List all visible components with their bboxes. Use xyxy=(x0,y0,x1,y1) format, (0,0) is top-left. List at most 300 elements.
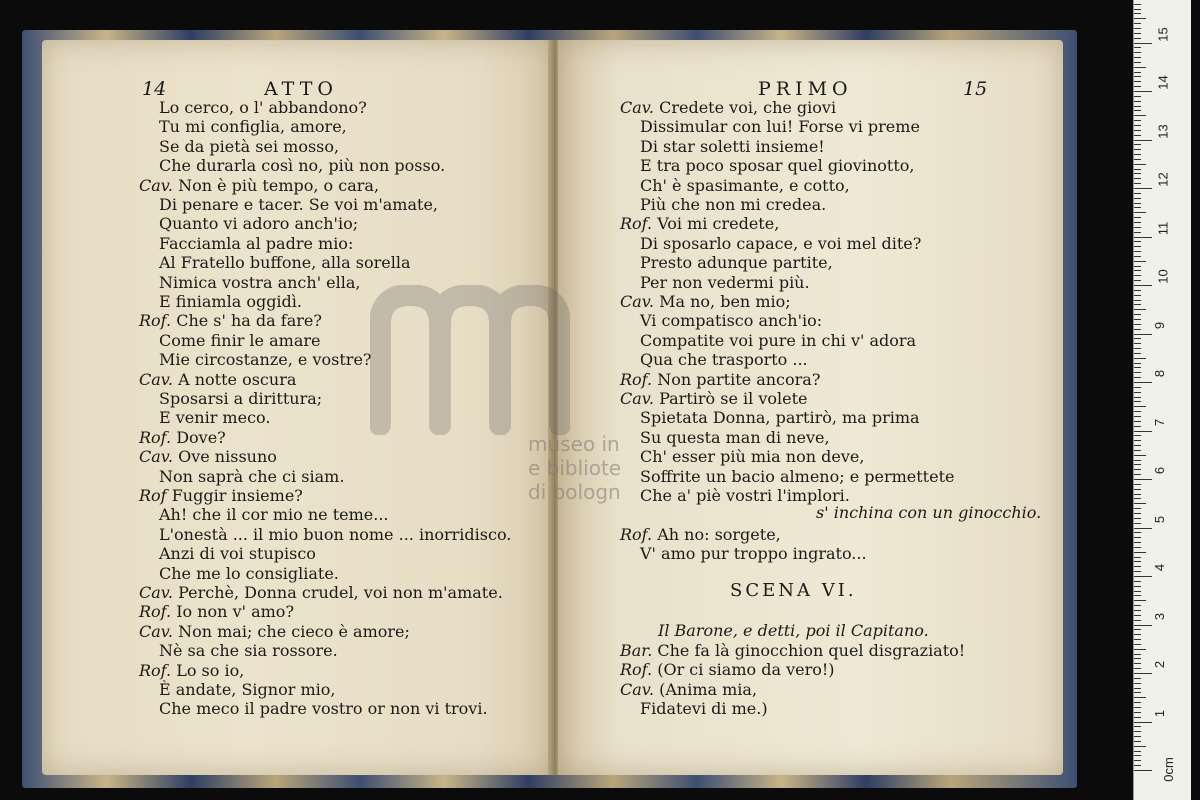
verse-text: Spietata Donna, partirò, ma prima xyxy=(640,408,920,428)
ruler-tick xyxy=(1134,285,1152,286)
ruler-tick xyxy=(1134,338,1141,339)
right-page-number: 15 xyxy=(963,78,988,100)
right-page-line xyxy=(620,680,757,699)
left-page-line xyxy=(139,583,503,602)
verse-text: Facciamla al padre mio: xyxy=(159,233,354,253)
scene-title: SCENA VI. xyxy=(730,580,857,601)
ruler-number: 3 xyxy=(1152,612,1168,620)
verse-text: Soffrite un bacio almeno; e permettete xyxy=(640,466,955,486)
verse-text: Se da pietà sei mosso, xyxy=(159,136,340,156)
ruler-tick xyxy=(1134,52,1141,53)
speaker-name: Rof. xyxy=(620,369,658,389)
right-page-line xyxy=(640,117,920,136)
ruler-tick xyxy=(1134,86,1141,87)
ruler-tick xyxy=(1134,552,1146,553)
ruler-tick xyxy=(1134,154,1141,155)
ruler-tick xyxy=(1134,557,1141,558)
left-page-line xyxy=(159,525,511,544)
ruler-tick xyxy=(1134,654,1141,655)
ruler-tick xyxy=(1134,731,1141,732)
right-page-line xyxy=(620,641,965,660)
ruler-tick xyxy=(1134,532,1141,533)
right-page-line xyxy=(620,389,807,408)
ruler-tick xyxy=(1134,736,1141,737)
right-page-line xyxy=(620,98,836,117)
ruler-tick xyxy=(1134,571,1141,572)
speaker-name: Cav. xyxy=(139,447,179,467)
ruler-number: 13 xyxy=(1155,123,1171,139)
ruler-tick xyxy=(1134,455,1146,456)
ruler-tick xyxy=(1134,261,1146,262)
verse-text: Al Fratello buffone, alla sorella xyxy=(159,253,411,273)
ruler-tick xyxy=(1134,726,1141,727)
speaker-name: Cav. xyxy=(139,369,179,389)
left-page-number: 14 xyxy=(142,78,167,100)
ruler-tick xyxy=(1134,460,1141,461)
ruler-tick xyxy=(1134,382,1152,383)
right-page-line xyxy=(640,311,822,330)
left-page-line xyxy=(159,505,389,524)
ruler-tick xyxy=(1134,547,1141,548)
verse-text: Nimica vostra anch' ella, xyxy=(159,272,361,292)
ruler-tick xyxy=(1134,38,1141,39)
right-page-line xyxy=(640,195,826,214)
verse-text: Ove nissuno xyxy=(178,447,277,467)
ruler-tick xyxy=(1134,498,1141,499)
verse-text: Di sposarlo capace, e voi mel dite? xyxy=(640,233,922,253)
ruler-number: 1 xyxy=(1152,709,1168,717)
verse-text: Che fa là ginocchion quel disgraziato! xyxy=(657,641,966,660)
ruler-tick xyxy=(1134,688,1141,689)
ruler-tick xyxy=(1134,746,1146,747)
ruler-tick xyxy=(1134,43,1152,44)
ruler-tick xyxy=(1134,372,1141,373)
left-page-line xyxy=(159,331,320,350)
ruler-tick xyxy=(1134,149,1141,150)
verse-text: E venir meco. xyxy=(159,408,271,428)
ruler-number: 14 xyxy=(1155,75,1171,90)
ruler-number: 15 xyxy=(1155,26,1171,42)
verse-text: Non è più tempo, o cara, xyxy=(178,175,380,195)
left-page-line xyxy=(159,641,338,660)
ruler-tick xyxy=(1134,343,1141,344)
verse-text: Fuggir insieme? xyxy=(171,486,303,505)
ruler-tick xyxy=(1134,125,1141,126)
verse-text: Perchè, Donna crudel, voi non m'amate. xyxy=(178,583,503,602)
ruler-tick xyxy=(1134,450,1141,451)
ruler-tick xyxy=(1134,489,1141,490)
ruler-tick xyxy=(1134,683,1141,684)
right-page-line xyxy=(640,331,916,350)
verse-text: (Or ci siamo da vero!) xyxy=(657,660,835,680)
left-page-line xyxy=(159,117,347,136)
ruler-tick xyxy=(1134,76,1141,77)
ruler-tick xyxy=(1134,178,1141,179)
ruler-tick xyxy=(1134,707,1141,708)
ruler-tick xyxy=(1134,173,1141,174)
ruler-tick xyxy=(1134,658,1141,659)
verse-text: E tra poco sposar quel giovinotto, xyxy=(640,156,915,176)
ruler-number: 5 xyxy=(1152,515,1168,523)
ruler-tick xyxy=(1134,760,1141,761)
right-page-line xyxy=(640,447,864,466)
ruler-tick xyxy=(1134,91,1152,92)
ruler-number: 11 xyxy=(1155,221,1171,235)
left-page-line xyxy=(139,370,296,389)
verse-text: Tu mi configlia, amore, xyxy=(159,117,347,137)
ruler-tick xyxy=(1134,722,1152,723)
ruler-tick xyxy=(1134,668,1141,669)
verse-text: Di star soletti insieme! xyxy=(640,136,825,156)
left-running-head: ATTO xyxy=(264,78,338,100)
right-page-line xyxy=(620,370,820,389)
verse-text: È andate, Signor mio, xyxy=(159,680,336,699)
ruler-tick xyxy=(1134,406,1146,407)
ruler-tick xyxy=(1134,751,1141,752)
ruler-tick xyxy=(1134,115,1146,116)
verse-text: Anzi di voi stupisco xyxy=(159,544,316,564)
ruler-tick xyxy=(1134,440,1141,441)
speaker-name: Cav. xyxy=(620,98,660,117)
ruler-tick xyxy=(1134,33,1141,34)
verse-text: E finiamla oggidì. xyxy=(159,292,302,311)
right-page-line xyxy=(620,214,779,233)
right-page-line xyxy=(640,176,850,195)
ruler-unit-label: 0cm xyxy=(1160,757,1176,782)
ruler-tick xyxy=(1134,363,1141,364)
ruler-tick xyxy=(1134,358,1146,359)
ruler-tick xyxy=(1134,348,1141,349)
ruler-tick xyxy=(1134,537,1141,538)
verse-text: Che me lo consigliate. xyxy=(159,563,339,583)
verse-text: Credete voi, che giovi xyxy=(659,98,837,117)
ruler-number: 8 xyxy=(1152,369,1168,378)
ruler-number: 10 xyxy=(1155,269,1171,284)
ruler-tick xyxy=(1134,397,1141,398)
ruler-tick xyxy=(1134,217,1141,218)
right-page-line xyxy=(620,292,791,311)
ruler-tick xyxy=(1134,581,1141,582)
speaker-name: Bar. xyxy=(620,641,658,660)
ruler-tick xyxy=(1134,503,1146,504)
ruler-tick xyxy=(1134,290,1141,291)
verse-text: Ah! che il cor mio ne teme... xyxy=(159,505,389,525)
left-page-line xyxy=(159,234,353,253)
verse-text: Vi compatisco anch'io: xyxy=(640,311,823,331)
ruler-tick xyxy=(1134,183,1141,184)
ruler-tick xyxy=(1134,304,1141,305)
ruler-tick xyxy=(1134,212,1146,213)
speaker-name: Rof. xyxy=(620,660,658,680)
left-page-line xyxy=(139,602,294,621)
ruler-tick xyxy=(1134,101,1141,102)
verse-text: (Anima mia, xyxy=(659,679,758,699)
ruler-tick xyxy=(1134,678,1141,679)
watermark-text-1: museo in xyxy=(528,432,620,456)
ruler-tick xyxy=(1134,464,1141,465)
ruler-number: 6 xyxy=(1152,466,1168,475)
watermark-text-2: e bibliote xyxy=(528,456,622,480)
verse-text: Sposarsi a dirittura; xyxy=(159,389,323,408)
left-page-line xyxy=(159,273,361,292)
ruler-tick xyxy=(1134,717,1141,718)
right-page-line xyxy=(640,467,954,486)
ruler-tick xyxy=(1134,164,1146,165)
right-page-line xyxy=(640,350,808,369)
verse-text: Lo cerco, o l' abbandono? xyxy=(159,98,367,117)
ruler-tick xyxy=(1134,334,1152,335)
stage-direction: s' inchina con un ginocchio. xyxy=(816,503,1042,522)
verse-text: Non mai; che cieco è amore; xyxy=(178,621,410,641)
ruler-tick xyxy=(1134,28,1141,29)
speaker-name: Rof. xyxy=(139,602,177,622)
ruler-tick xyxy=(1134,435,1141,436)
ruler-tick xyxy=(1134,615,1141,616)
verse-text: Lo so io, xyxy=(176,660,245,680)
ruler-tick xyxy=(1134,140,1152,141)
ruler-tick xyxy=(1134,411,1141,412)
speaker-name: Cav. xyxy=(139,175,179,195)
verse-text: Che durarla così no, più non posso. xyxy=(159,156,446,176)
verse-text: V' amo pur troppo ingrato... xyxy=(640,544,867,564)
left-page-line xyxy=(159,350,372,369)
ruler-tick xyxy=(1134,770,1152,771)
right-page-line xyxy=(640,544,867,563)
speaker-name: Cav. xyxy=(620,292,660,311)
left-page-line xyxy=(139,311,322,330)
left-page-line xyxy=(139,428,226,447)
verse-text: Che a' piè vostri l'implori. xyxy=(640,486,850,505)
verse-text: Quanto vi adoro anch'io; xyxy=(159,214,359,234)
ruler-tick xyxy=(1134,620,1141,621)
ruler-tick xyxy=(1134,275,1141,276)
ruler-tick xyxy=(1134,62,1141,63)
ruler-tick xyxy=(1134,324,1141,325)
right-page-line xyxy=(640,408,920,427)
ruler-tick xyxy=(1134,377,1141,378)
ruler-tick xyxy=(1134,169,1141,170)
right-page-line xyxy=(640,137,825,156)
speaker-name: Rof. xyxy=(620,525,658,544)
ruler-tick xyxy=(1134,392,1141,393)
right-page-line xyxy=(640,253,833,272)
speaker-name: Rof. xyxy=(139,311,177,331)
verse-text: Dove? xyxy=(176,427,226,447)
ruler-tick xyxy=(1134,135,1141,136)
right-running-head: PRIMO xyxy=(758,78,853,100)
left-page-line xyxy=(139,447,277,466)
ruler-tick xyxy=(1134,227,1141,228)
right-page-line xyxy=(640,273,810,292)
ruler-tick xyxy=(1134,280,1141,281)
verse-text: Non partite ancora? xyxy=(657,369,821,389)
ruler-tick xyxy=(1134,663,1141,664)
left-page-line xyxy=(159,699,488,718)
ruler-tick xyxy=(1134,353,1141,354)
left-page-line xyxy=(159,98,367,117)
ruler-tick xyxy=(1134,610,1141,611)
ruler-tick xyxy=(1134,431,1152,432)
ruler-tick xyxy=(1134,673,1152,674)
left-page-line xyxy=(159,389,322,408)
left-page-line xyxy=(159,156,445,175)
ruler-tick xyxy=(1134,639,1141,640)
ruler-tick xyxy=(1134,57,1141,58)
ruler-number: 12 xyxy=(1155,172,1171,187)
ruler-tick xyxy=(1134,600,1146,601)
ruler-tick xyxy=(1134,644,1141,645)
ruler-tick xyxy=(1134,523,1141,524)
ruler-tick xyxy=(1134,96,1141,97)
verse-text: Di penare e tacer. Se voi m'amate, xyxy=(159,195,438,214)
ruler-tick xyxy=(1134,625,1152,626)
ruler-tick xyxy=(1134,629,1141,630)
speaker-name: Cav. xyxy=(139,583,179,602)
ruler-tick xyxy=(1134,203,1141,204)
speaker-name: Cav. xyxy=(620,389,660,408)
verse-text: Su questa man di neve, xyxy=(640,427,830,447)
verse-text: Partirò se il volete xyxy=(659,389,808,408)
speaker-name: Rof. xyxy=(139,427,177,447)
left-page-line xyxy=(159,544,316,563)
speaker-name: Rof. xyxy=(139,660,177,680)
ruler-number: 9 xyxy=(1152,321,1168,329)
verse-text: Ah no: sorgete, xyxy=(657,525,781,544)
ruler-tick xyxy=(1134,232,1141,233)
ruler-tick xyxy=(1134,256,1141,257)
ruler-tick xyxy=(1134,246,1141,247)
ruler-tick xyxy=(1134,270,1141,271)
left-page-line xyxy=(139,176,379,195)
left-page-line xyxy=(159,292,302,311)
ruler-tick xyxy=(1134,586,1141,587)
ruler-tick xyxy=(1134,528,1152,529)
ruler-tick xyxy=(1134,47,1141,48)
ruler-tick xyxy=(1134,198,1141,199)
ruler-tick xyxy=(1134,445,1141,446)
verse-text: Nè sa che sia rossore. xyxy=(159,641,338,661)
ruler-tick xyxy=(1134,251,1141,252)
ruler-tick xyxy=(1134,591,1141,592)
left-page-line xyxy=(159,680,335,699)
ruler-tick xyxy=(1134,634,1141,635)
ruler-tick xyxy=(1134,741,1141,742)
ruler-number: 4 xyxy=(1152,563,1168,572)
verse-text: Compatite voi pure in chi v' adora xyxy=(640,330,917,350)
left-page-line xyxy=(159,408,270,427)
verse-text: A notte oscura xyxy=(178,369,297,389)
left-page-line xyxy=(159,214,358,233)
ruler-tick xyxy=(1134,4,1141,5)
verse-text: Qua che trasporto ... xyxy=(640,350,808,370)
ruler-tick xyxy=(1134,469,1141,470)
speaker-name: Cav. xyxy=(139,621,179,641)
verse-text: Ma no, ben mio; xyxy=(659,292,791,311)
right-page-line xyxy=(620,525,781,544)
ruler-tick xyxy=(1134,159,1141,160)
ruler-tick xyxy=(1134,18,1146,19)
right-page-line xyxy=(620,660,835,679)
ruler-tick xyxy=(1134,72,1141,73)
ruler-tick xyxy=(1134,566,1141,567)
ruler-tick xyxy=(1134,697,1146,698)
left-page-line xyxy=(159,564,339,583)
verse-text: Non saprà che ci siam. xyxy=(159,466,345,486)
ruler-tick xyxy=(1134,421,1141,422)
measuring-ruler xyxy=(1133,0,1191,800)
ruler-tick xyxy=(1134,300,1141,301)
ruler-tick xyxy=(1134,207,1141,208)
ruler-tick xyxy=(1134,110,1141,111)
ruler-tick xyxy=(1134,295,1141,296)
ruler-tick xyxy=(1134,314,1141,315)
speaker-name: Rof xyxy=(139,486,172,505)
verse-text: L'onestà ... il mio buon nome ... inorridisco. xyxy=(159,524,512,544)
ruler-tick xyxy=(1134,595,1141,596)
watermark-text-3: di bologn xyxy=(528,480,621,504)
ruler-tick xyxy=(1134,401,1141,402)
speaker-name: Rof. xyxy=(620,214,658,234)
verse-text: Che meco il padre vostro or non vi trovi. xyxy=(159,699,488,719)
verse-text: Presto adunque partite, xyxy=(640,253,833,273)
verse-text: Dissimular con lui! Forse vi preme xyxy=(640,117,920,137)
ruler-tick xyxy=(1134,329,1141,330)
ruler-tick xyxy=(1134,518,1141,519)
ruler-tick xyxy=(1134,67,1146,68)
ruler-tick xyxy=(1134,479,1152,480)
ruler-tick xyxy=(1134,765,1141,766)
verse-text: Ch' esser più mia non deve, xyxy=(640,447,865,467)
ruler-tick xyxy=(1134,508,1141,509)
left-page-line xyxy=(159,253,411,272)
ruler-tick xyxy=(1134,576,1152,577)
ruler-tick xyxy=(1134,13,1141,14)
ruler-tick xyxy=(1134,755,1141,756)
ruler-tick xyxy=(1134,241,1141,242)
verse-text: Per non vedermi più. xyxy=(640,272,810,292)
ruler-tick xyxy=(1134,309,1146,310)
speaker-name: Cav. xyxy=(620,679,660,699)
ruler-tick xyxy=(1134,237,1152,238)
ruler-tick xyxy=(1134,702,1141,703)
ruler-tick xyxy=(1134,484,1141,485)
verse-text: Mie circostanze, e vostre? xyxy=(159,350,372,370)
ruler-number: 2 xyxy=(1152,660,1168,669)
ruler-tick xyxy=(1134,193,1141,194)
ruler-tick xyxy=(1134,106,1141,107)
verse-text: Che s' ha da fare? xyxy=(176,311,322,331)
right-page-line xyxy=(640,156,914,175)
left-page-line xyxy=(139,486,303,505)
ruler-tick xyxy=(1134,649,1146,650)
scene-cast: Il Barone, e detti, poi il Capitano. xyxy=(658,621,929,640)
verse-text: Io non v' amo? xyxy=(176,602,295,622)
ruler-tick xyxy=(1134,319,1141,320)
verse-text: Ch' è spasimante, e cotto, xyxy=(640,175,850,195)
ruler-tick xyxy=(1134,130,1141,131)
ruler-tick xyxy=(1134,387,1141,388)
ruler-tick xyxy=(1134,367,1141,368)
ruler-tick xyxy=(1134,188,1152,189)
ruler-tick xyxy=(1134,81,1141,82)
left-page xyxy=(42,40,554,775)
ruler-tick xyxy=(1134,222,1141,223)
ruler-tick xyxy=(1134,561,1141,562)
left-page-line xyxy=(159,137,339,156)
right-page-line xyxy=(640,234,921,253)
verse-text: Voi mi credete, xyxy=(657,214,780,234)
verse-text: Come finir le amare xyxy=(159,330,321,350)
